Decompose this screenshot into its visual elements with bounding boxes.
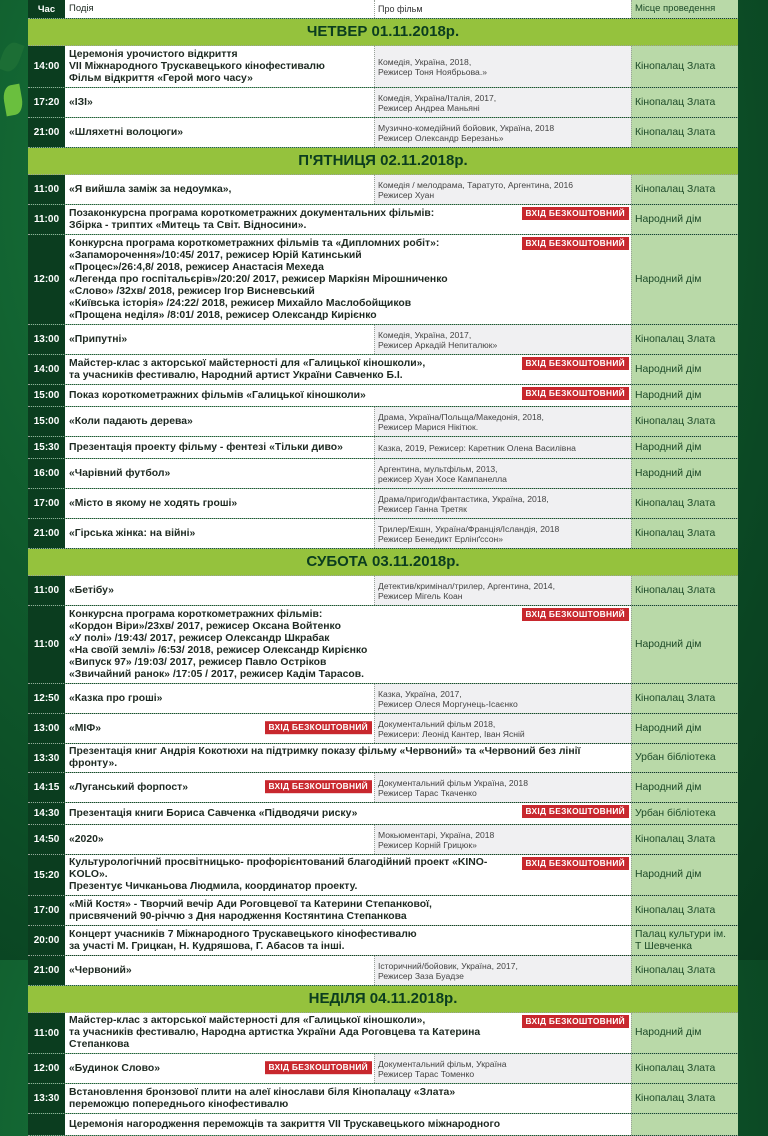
event-time: 12:50	[28, 684, 65, 713]
film-info	[374, 46, 631, 87]
free-entry-badge: ВХІД БЕЗКОШТОВНИЙ	[265, 721, 373, 734]
film-info-line: Мокьюментарі, Україна, 2018	[378, 829, 495, 840]
schedule-row	[28, 385, 738, 407]
event-time: 14:50	[28, 825, 65, 854]
schedule-row	[28, 744, 738, 773]
header-time: Час	[28, 0, 65, 18]
event-line: Конкурсна програма короткометражних фільмів:	[69, 608, 323, 620]
event-description	[65, 926, 631, 955]
schedule-row	[28, 489, 738, 519]
film-info	[374, 88, 631, 117]
header-about: Про фільм	[374, 0, 631, 18]
event-venue: Кінопалац Злата	[631, 1054, 738, 1083]
schedule-row	[28, 803, 738, 825]
event-venue: Кінопалац Злата	[631, 175, 738, 204]
event-line: «Прощена неділя» /8:01/ 2018, режисер Олександр Кирієнко	[69, 309, 377, 321]
event-time: 21:00	[28, 956, 65, 985]
film-info	[374, 684, 631, 713]
event-venue: Народний дім	[631, 855, 738, 895]
schedule-row	[28, 825, 738, 855]
leaf-decoration	[2, 84, 25, 117]
event-venue: Кінопалац Злата	[631, 325, 738, 354]
film-info-line: Казка, 2019, Режисер: Каретник Олена Василівна	[378, 442, 576, 453]
schedule-row	[28, 205, 738, 235]
event-line: Презентує Чичканьова Людмила, координатор проекту.	[69, 881, 358, 892]
film-info-line: Драма/пригоди/фантастика, Україна, 2018,	[378, 493, 549, 504]
film-info	[374, 576, 631, 605]
film-info-line: режисер Хуан Хосе Кампанелла	[378, 473, 507, 484]
event-description	[65, 1084, 631, 1113]
event-line: присвячений 90-річчю з Дня народження Костянтина Степанкова	[69, 910, 407, 922]
event-line: Встановлення бронзової плити на алеї кінослави біля Кінопалацу «Злата»	[69, 1086, 456, 1098]
schedule-row	[28, 956, 738, 986]
table-header	[28, 0, 738, 19]
event-time: 15:20	[28, 855, 65, 895]
event-time: 15:30	[28, 437, 65, 458]
event-description	[65, 235, 631, 324]
event-line: та учасників фестивалю, Народний артист України Савченко Б.І.	[69, 369, 403, 381]
event-line: «Слово» /32хв/ 2018, режисер Ігор Висневський	[69, 285, 315, 297]
film-info-line: Казка, Україна, 2017,	[378, 688, 462, 699]
event-time: 15:00	[28, 385, 65, 406]
event-description	[65, 118, 374, 147]
day-header: ЧЕТВЕР 01.11.2018р.	[28, 19, 738, 46]
event-time: 14:30	[28, 803, 65, 824]
film-info	[374, 489, 631, 518]
event-time: 16:00	[28, 459, 65, 488]
film-info-line: Комедія, Україна, 2017,	[378, 329, 472, 340]
event-line: «Київська історія» /24:22/ 2018, режисер Михайло Маслобойщиков	[69, 297, 412, 309]
event-venue: Урбан бібліотека	[631, 744, 738, 772]
event-venue: Кінопалац Злата	[631, 825, 738, 854]
event-time: 12:00	[28, 235, 65, 324]
event-venue: Кінопалац Злата	[631, 576, 738, 605]
event-time: 21:00	[28, 118, 65, 147]
event-line: «Процес»/26:4,8/ 2018, режисер Анастасія Мехеда	[69, 261, 324, 273]
film-info-line: Режисер Олександр Березань»	[378, 132, 504, 143]
film-info	[374, 714, 631, 743]
event-line: «Припутні»	[69, 333, 128, 345]
free-entry-badge: ВХІД БЕЗКОШТОВНИЙ	[522, 857, 630, 870]
event-description	[65, 175, 374, 204]
film-info	[374, 1054, 631, 1083]
event-venue: Кінопалац Злата	[631, 519, 738, 548]
schedule-row	[28, 235, 738, 325]
schedule-row	[28, 714, 738, 744]
film-info-line: Режисер Ганна Третяк	[378, 503, 467, 514]
event-description	[65, 1054, 374, 1083]
event-description	[65, 489, 374, 518]
free-entry-badge: ВХІД БЕЗКОШТОВНИЙ	[522, 207, 630, 220]
film-info-line: Трилер/Екшн, Україна/Франція/Ісландія, 2018	[378, 523, 560, 534]
schedule-row	[28, 773, 738, 803]
event-line: «Я вийшла заміж за недоумка»,	[69, 183, 232, 195]
schedule-row	[28, 88, 738, 118]
event-time: 17:00	[28, 489, 65, 518]
event-description	[65, 576, 374, 605]
event-venue: Народний дім	[631, 205, 738, 234]
schedule-row	[28, 1054, 738, 1084]
schedule-row	[28, 1084, 738, 1114]
event-venue: Народний дім	[631, 606, 738, 683]
event-venue: Кінопалац Злата	[631, 46, 738, 87]
free-entry-badge: ВХІД БЕЗКОШТОВНИЙ	[522, 357, 630, 370]
schedule-row	[28, 576, 738, 606]
event-time: 13:30	[28, 744, 65, 772]
free-entry-badge: ВХІД БЕЗКОШТОВНИЙ	[522, 237, 630, 250]
event-venue: Народний дім	[631, 714, 738, 743]
event-time: 15:00	[28, 407, 65, 436]
event-venue: Кінопалац Злата	[631, 407, 738, 436]
event-time: 14:00	[28, 46, 65, 87]
film-info	[374, 459, 631, 488]
event-time: 21:00	[28, 519, 65, 548]
event-description	[65, 606, 631, 683]
event-line: «Коли падають дерева»	[69, 415, 193, 427]
event-time: 11:00	[28, 1013, 65, 1053]
event-description	[65, 385, 631, 406]
event-time: 11:00	[28, 205, 65, 234]
event-line: «У полі» /19:43/ 2017, режисер Олександр Шкрабак	[69, 632, 330, 644]
event-line: Майстер-клас з акторської майстерності для «Галицької кіношколи»,	[69, 1015, 426, 1026]
event-venue: Народний дім	[631, 385, 738, 406]
event-venue: Кінопалац Злата	[631, 684, 738, 713]
film-info-line: Режисер Заза Буадзе	[378, 970, 464, 981]
event-time: 13:00	[28, 325, 65, 354]
event-venue: Народний дім	[631, 1013, 738, 1053]
event-description	[65, 46, 374, 87]
event-venue: Кінопалац Злата	[631, 489, 738, 518]
event-description	[65, 956, 374, 985]
schedule-row	[28, 1114, 738, 1136]
event-line: Концерт учасників 7 Міжнародного Трускавецького кінофестивалю	[69, 928, 417, 940]
event-line: Фільм відкриття «Герой мого часу»	[69, 72, 253, 84]
event-description	[65, 714, 374, 743]
event-description	[65, 459, 374, 488]
event-line: Майстер-клас з акторської майстерності для «Галицької кіношколи»,	[69, 357, 426, 369]
film-info-line: Режисер Тоня Ноябрьова.»	[378, 66, 487, 77]
film-info-line: Історичний/бойовик, Україна, 2017,	[378, 960, 518, 971]
film-info	[374, 118, 631, 147]
event-line: «Бетібу»	[69, 584, 114, 596]
free-entry-badge: ВХІД БЕЗКОШТОВНИЙ	[522, 805, 630, 818]
film-info	[374, 825, 631, 854]
schedule-row	[28, 175, 738, 205]
event-line: «Гірська жінка: на війні»	[69, 527, 196, 539]
event-time: 11:00	[28, 576, 65, 605]
event-time: 12:00	[28, 1054, 65, 1083]
event-line: та учасників фестивалю, Народна артистка України Ада Роговцева та Катерина Степанкова	[69, 1027, 481, 1050]
film-info-line: Документальний фільм 2018,	[378, 718, 496, 729]
event-line: «Луганський форпост»	[69, 781, 189, 793]
event-venue: Кінопалац Злата	[631, 88, 738, 117]
film-info-line: Режисер Марися Нікітюк.	[378, 421, 479, 432]
film-info-line: Режисер Аркадій Непиталюк»	[378, 339, 498, 350]
film-info-line: Режисер Корній Грицюк»	[378, 839, 477, 850]
event-venue: Народний дім	[631, 773, 738, 802]
free-entry-badge: ВХІД БЕЗКОШТОВНИЙ	[522, 387, 630, 400]
schedule-row	[28, 459, 738, 489]
film-info-line: Комедія, Україна, 2018,	[378, 56, 472, 67]
schedule-row	[28, 896, 738, 926]
free-entry-badge: ВХІД БЕЗКОШТОВНИЙ	[522, 608, 630, 621]
event-line: «Червоний»	[69, 964, 132, 976]
event-venue: Кінопалац Злата	[631, 956, 738, 985]
header-event: Подія	[65, 0, 374, 18]
event-venue: Народний дім	[631, 235, 738, 324]
film-info-line: Режисер Тарас Ткаченко	[378, 787, 477, 798]
schedule-row	[28, 118, 738, 148]
film-info	[374, 325, 631, 354]
event-venue: Кінопалац Злата	[631, 896, 738, 925]
schedule-row	[28, 355, 738, 385]
film-info	[374, 175, 631, 204]
header-venue: Місце проведення	[631, 0, 738, 18]
free-entry-badge: ВХІД БЕЗКОШТОВНИЙ	[522, 1015, 630, 1028]
event-line: «МІФ»	[69, 722, 101, 734]
schedule-row	[28, 519, 738, 549]
event-line: «Чарівний футбол»	[69, 467, 171, 479]
event-description	[65, 803, 631, 824]
event-line: переможцю попереднього кінофестивалю	[69, 1098, 289, 1110]
leaf-decoration	[0, 40, 25, 74]
film-info	[374, 519, 631, 548]
film-info-line: Режисер Андреа Маньяні	[378, 102, 480, 113]
event-line: «Випуск 97» /19:03/ 2017, режисер Павло Остріков	[69, 656, 327, 668]
event-line: Конкурсна програма короткометражних фільмів та «Дипломних робіт»:	[69, 237, 440, 249]
event-description	[65, 437, 374, 458]
event-line: «Будинок Слово»	[69, 1062, 161, 1074]
event-line: за участі М. Грицкан, Н. Кудряшова, Г. Абасов та інші.	[69, 940, 345, 952]
event-description	[65, 407, 374, 436]
day-header: П'ЯТНИЦЯ 02.11.2018р.	[28, 148, 738, 175]
event-description	[65, 519, 374, 548]
event-time: 13:00	[28, 714, 65, 743]
film-info	[374, 956, 631, 985]
event-line: «Мій Костя» - Творчий вечір Ади Роговцевої та Катерини Степанкової,	[69, 898, 432, 910]
days-container	[28, 19, 738, 1136]
film-info	[374, 437, 631, 458]
film-info-line: Документальний фільм Україна, 2018	[378, 777, 528, 788]
event-description	[65, 88, 374, 117]
event-time: 13:30	[28, 1084, 65, 1113]
schedule-row	[28, 926, 738, 956]
event-line: «Шляхетні волоцюги»	[69, 126, 184, 138]
film-info	[374, 773, 631, 802]
schedule-row	[28, 606, 738, 684]
film-info-line: Комедія / мелодрама, Таратуто, Аргентина, 2016	[378, 179, 574, 190]
film-info-line: Режисер Хуан	[378, 189, 435, 200]
film-info-line: Аргентина, мультфільм, 2013,	[378, 463, 498, 474]
event-line: Презентація книг Андрія Кокотюхи на підтримку показу фільму «Червоний» та «Червоний без лінії фронту».	[69, 746, 581, 769]
festival-schedule-table	[28, 0, 738, 1136]
event-line: «2020»	[69, 833, 104, 845]
event-description	[65, 855, 631, 895]
event-venue: Кінопалац Злата	[631, 1084, 738, 1113]
event-description	[65, 355, 631, 384]
schedule-row	[28, 1013, 738, 1054]
event-time: 14:15	[28, 773, 65, 802]
schedule-row	[28, 855, 738, 896]
film-info	[374, 407, 631, 436]
event-line: Показ короткометражних фільмів «Галицької кіношколи»	[69, 389, 366, 401]
film-info-line: Режисер Тарас Томенко	[378, 1068, 475, 1079]
event-description	[65, 684, 374, 713]
event-time: 14:00	[28, 355, 65, 384]
event-line: «ІЗІ»	[69, 96, 93, 108]
event-line: VII Міжнародного Трускавецького кінофестивалю	[69, 60, 325, 72]
event-description	[65, 773, 374, 802]
event-venue	[631, 1114, 738, 1135]
event-description	[65, 896, 631, 925]
event-description	[65, 205, 631, 234]
film-info-line: Драма, Україна/Польща/Македонія, 2018,	[378, 411, 544, 422]
event-description	[65, 825, 374, 854]
event-line: Презентація проекту фільму - фентезі «Тільки диво»	[69, 441, 343, 453]
event-line: Збірка - триптих «Митець та Світ. Відносини».	[69, 219, 307, 231]
film-info-line: Комедія, Україна/Італія, 2017,	[378, 92, 497, 103]
event-line: Презентація книги Бориса Савченка «Підводячи риску»	[69, 807, 358, 819]
film-info-line: Режисер Бенедикт Ерлінґссон»	[378, 533, 503, 544]
day-header: НЕДІЛЯ 04.11.2018р.	[28, 986, 738, 1013]
event-venue: Урбан бібліотека	[631, 803, 738, 824]
film-info-line: Режисер Мігель Коан	[378, 590, 463, 601]
schedule-row	[28, 437, 738, 459]
event-time: 17:20	[28, 88, 65, 117]
event-line: «Легенда про госпітальєрів»/20:20/ 2017, режисер Маркіян Мірошниченко	[69, 273, 448, 285]
schedule-row	[28, 407, 738, 437]
event-line: Церемонія нагородження переможців та закриття VII Трускавецького міжнародного	[69, 1118, 501, 1130]
event-description	[65, 1114, 631, 1135]
event-time: 17:00	[28, 896, 65, 925]
film-info-line: Музично-комедійний бойовик, Україна, 2018	[378, 122, 555, 133]
event-line: Позаконкурсна програма короткометражних документальних фільмів:	[69, 207, 435, 219]
event-venue: Палац культури ім. Т Шевченка	[631, 926, 738, 955]
film-info-line: Режисери: Леонід Кантер, Іван Ясній	[378, 728, 525, 739]
film-info-line: Детектив/кримінал/трилер, Аргентина, 2014,	[378, 580, 555, 591]
event-description	[65, 325, 374, 354]
event-time: 20:00	[28, 926, 65, 955]
event-venue: Народний дім	[631, 355, 738, 384]
schedule-row	[28, 325, 738, 355]
film-info-line: Режисер Олеся Моргунець-Ісаєнко	[378, 698, 518, 709]
schedule-row	[28, 684, 738, 714]
event-line: «Звичайний ранок» /17:05 / 2017, режисер Кадім Тарасов.	[69, 668, 365, 680]
film-info-line: Документальний фільм, Україна	[378, 1058, 507, 1069]
event-time: 11:00	[28, 175, 65, 204]
schedule-row	[28, 46, 738, 88]
event-line: «Місто в якому не ходять гроші»	[69, 497, 238, 509]
event-venue: Кінопалац Злата	[631, 118, 738, 147]
event-line: «Казка про гроші»	[69, 692, 163, 704]
event-time: 11:00	[28, 606, 65, 683]
event-time	[28, 1114, 65, 1135]
day-header: СУБОТА 03.11.2018р.	[28, 549, 738, 576]
event-description	[65, 744, 631, 772]
event-venue: Народний дім	[631, 459, 738, 488]
event-line: Культурологічний просвітницько- профорієнтований благодійний проект «KINO-KOLO».	[69, 857, 488, 880]
event-description	[65, 1013, 631, 1053]
event-line: «Кордон Віри»/23хв/ 2017, режисер Оксана Войтенко	[69, 620, 341, 632]
event-line: «Запаморочення»/10:45/ 2017, режисер Юрій Катинський	[69, 249, 362, 261]
event-line: «На своїй землі» /6:53/ 2018, режисер Олександр Кирієнко	[69, 644, 368, 656]
free-entry-badge: ВХІД БЕЗКОШТОВНИЙ	[265, 780, 373, 793]
event-line: Церемонія урочистого відкриття	[69, 48, 238, 60]
free-entry-badge: ВХІД БЕЗКОШТОВНИЙ	[265, 1061, 373, 1074]
event-venue: Народний дім	[631, 437, 738, 458]
